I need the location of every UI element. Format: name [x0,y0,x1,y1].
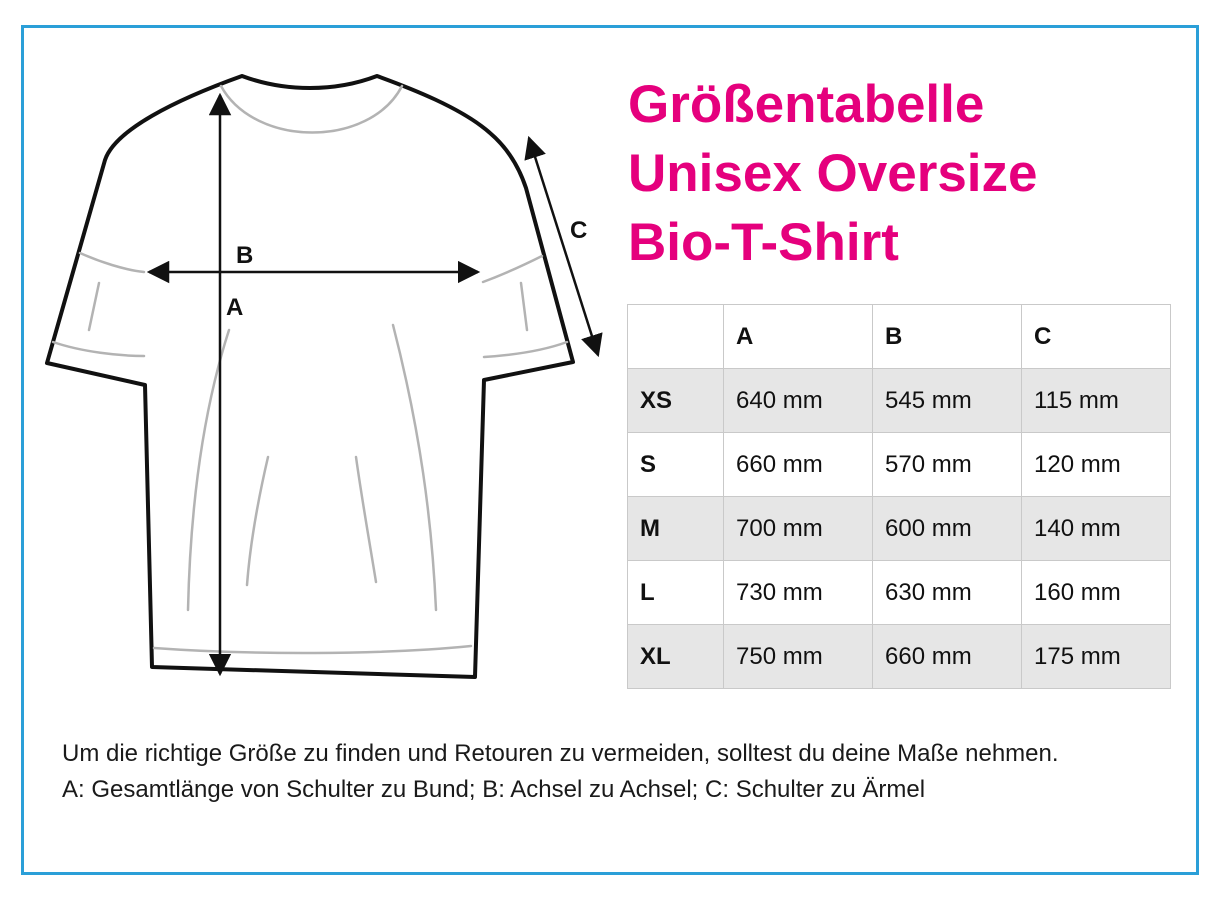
size-cell: L [628,561,724,625]
table-row [628,369,1171,433]
value-cell-c: 115 mm [1022,369,1171,433]
title-line-1: Größentabelle [628,75,985,134]
value-cell-a: 640 mm [724,369,873,433]
table-header-row [628,305,1171,369]
value-cell-b: 570 mm [873,433,1022,497]
value-cell-c: 175 mm [1022,625,1171,689]
value-cell-b: 545 mm [873,369,1022,433]
tshirt-diagram [0,0,620,700]
value-cell-c: 160 mm [1022,561,1171,625]
value-cell-a: 700 mm [724,497,873,561]
label-a: A [226,294,244,321]
size-cell: XS [628,369,724,433]
value-cell-a: 730 mm [724,561,873,625]
title-line-2: Unisex Oversize [628,144,1038,203]
header-cell-b: B [873,305,1022,369]
table-row [628,625,1171,689]
table-row [628,497,1171,561]
value-cell-c: 120 mm [1022,433,1171,497]
tshirt-details [53,86,567,653]
title-line-3: Bio-T-Shirt [628,213,899,272]
size-cell: M [628,497,724,561]
tshirt-outline [47,76,573,677]
label-b: B [236,242,254,269]
table-row [628,561,1171,625]
value-cell-a: 750 mm [724,625,873,689]
header-cell-a: A [724,305,873,369]
value-cell-b: 660 mm [873,625,1022,689]
table-row [628,433,1171,497]
measurement-note: Um die richtige Größe zu finden und Retouren zu vermeiden, solltest du deine Maße nehmen. A: Gesamtlänge von Schulter zu Bund; B: Achsel zu Achsel; C: Schulter zu Ärmel [62,740,1059,803]
label-c: C [570,217,588,244]
header-cell-c: C [1022,305,1171,369]
header-cell-empty [628,305,724,369]
size-cell: XL [628,625,724,689]
value-cell-b: 600 mm [873,497,1022,561]
value-cell-c: 140 mm [1022,497,1171,561]
size-table [627,304,1171,689]
value-cell-b: 630 mm [873,561,1022,625]
size-cell: S [628,433,724,497]
page-title [628,70,1038,277]
value-cell-a: 660 mm [724,433,873,497]
